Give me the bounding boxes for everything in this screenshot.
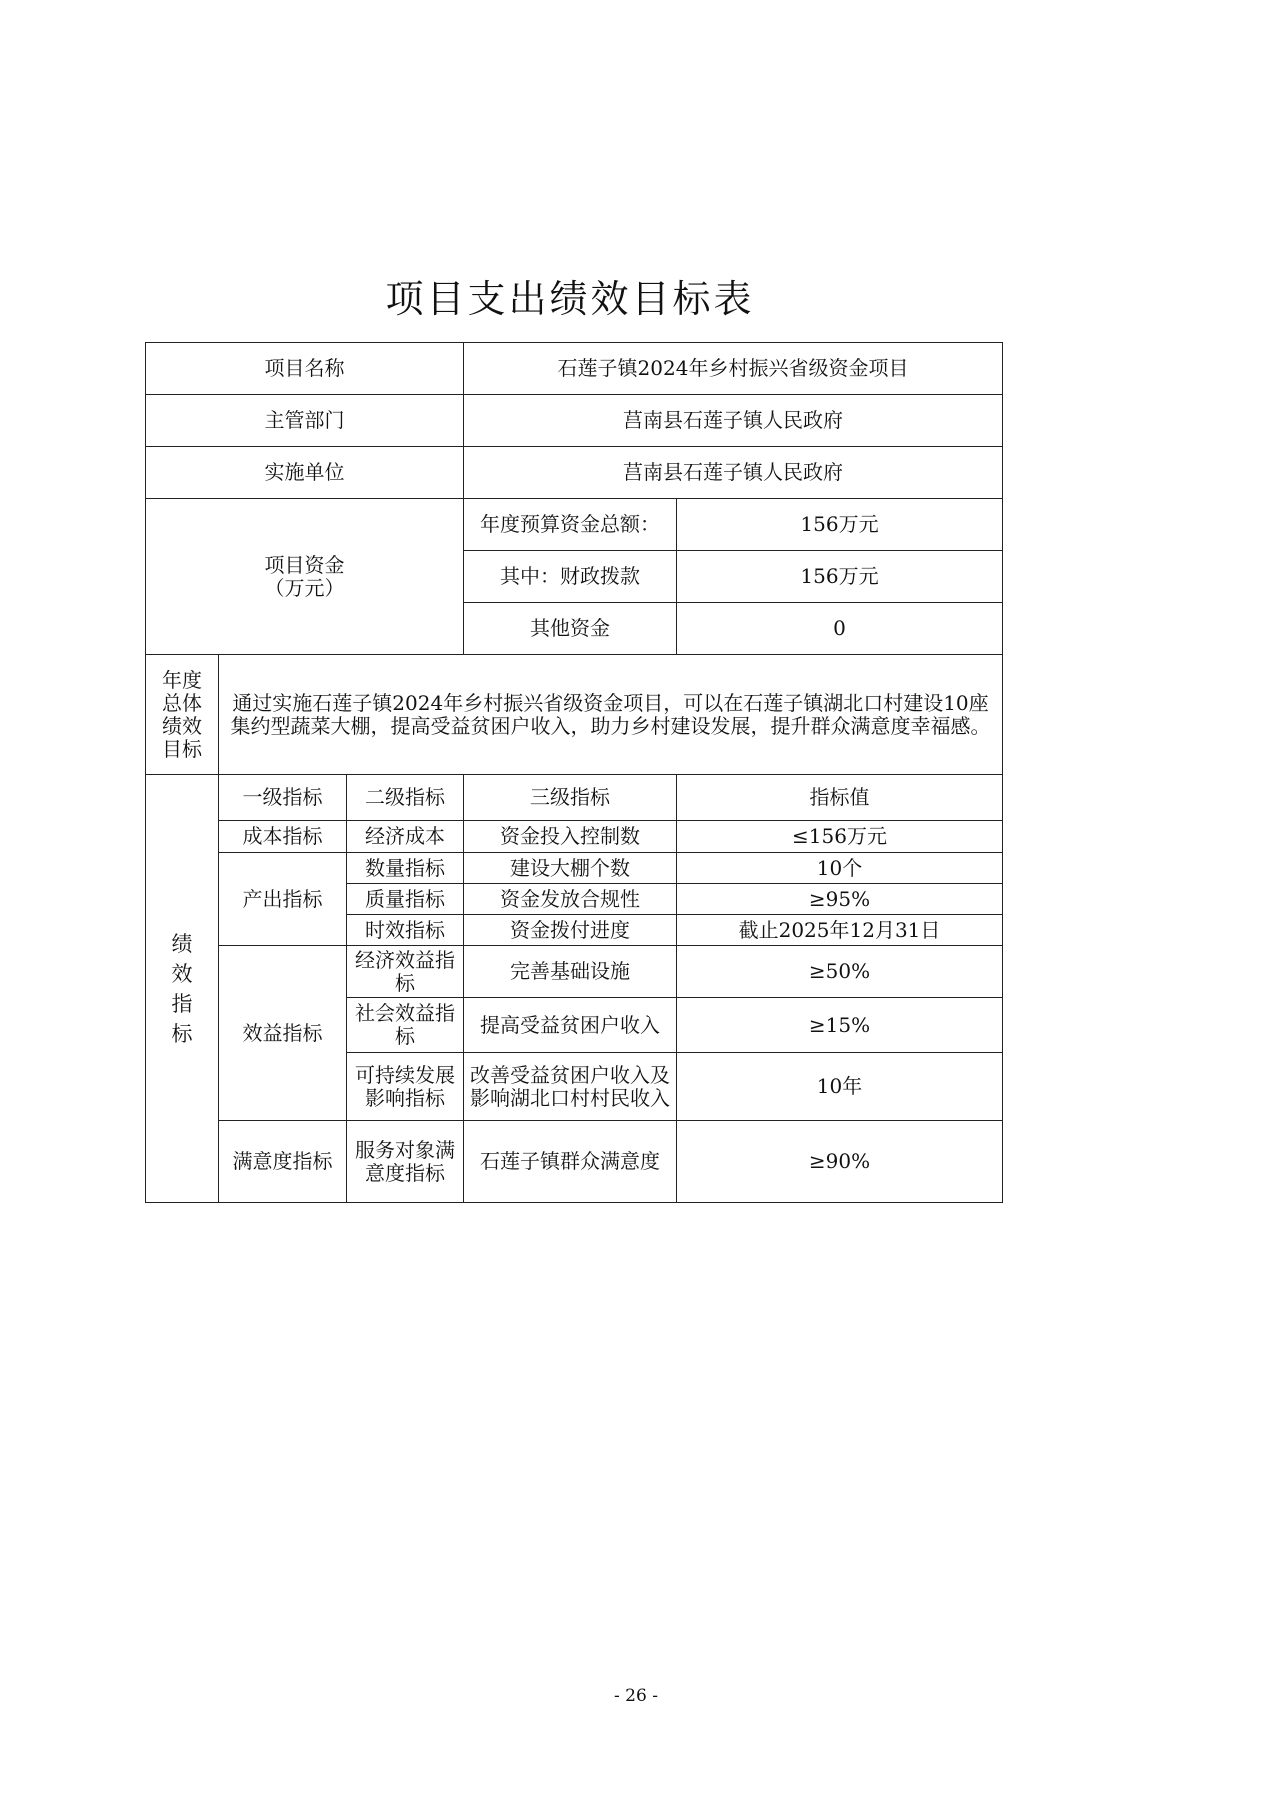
annual-goal-text: 通过实施石莲子镇2024年乡村振兴省级资金项目，可以在石莲子镇湖北口村建设10座集约型蔬菜大棚，提高受益贫困户收入，助力乡村建设发展，提升群众满意度幸福感。 (219, 655, 1003, 775)
project-name-label: 项目名称 (146, 343, 464, 395)
funds-item-label: 其他资金 (464, 603, 677, 655)
annual-goal-label-char: 总体 (162, 690, 202, 715)
value-cell: ≥15% (677, 998, 1003, 1053)
funds-item-value: 0 (677, 603, 1003, 655)
header-value: 指标值 (677, 775, 1003, 821)
indicators-label (146, 775, 219, 1203)
indicators-label-char: 标 (171, 1021, 193, 1046)
level3-cell: 资金发放合规性 (464, 884, 677, 915)
level2-cell: 时效指标 (347, 915, 464, 946)
implementing-unit-label: 实施单位 (146, 447, 464, 499)
value-cell: ≥95% (677, 884, 1003, 915)
funds-row-total (146, 499, 1003, 551)
level3-cell: 完善基础设施 (464, 946, 677, 998)
value-cell: 10年 (677, 1053, 1003, 1121)
funds-label-line2: （万元） (264, 575, 345, 600)
level2-cell: 可持续发展影响指标 (347, 1053, 464, 1121)
annual-goal-label-char: 目标 (162, 736, 202, 761)
level2-cell: 经济效益指标 (347, 946, 464, 998)
indicators-label-char: 效 (171, 961, 193, 986)
annual-goal-label (146, 655, 219, 775)
level3-cell: 改善受益贫困户收入及影响湖北口村村民收入 (464, 1053, 677, 1121)
value-cell: ≥50% (677, 946, 1003, 998)
department-label: 主管部门 (146, 395, 464, 447)
implementing-unit-row (146, 447, 1003, 499)
implementing-unit-value: 莒南县石莲子镇人民政府 (464, 447, 1003, 499)
level1-cell: 成本指标 (219, 821, 347, 853)
department-value: 莒南县石莲子镇人民政府 (464, 395, 1003, 447)
funds-item-label: 年度预算资金总额： (464, 499, 677, 551)
indicators-label-char: 绩 (171, 931, 193, 956)
table-row (146, 946, 1003, 998)
funds-item-value: 156万元 (677, 551, 1003, 603)
funds-label-line1: 项目资金 (264, 552, 345, 577)
header-level2: 二级指标 (347, 775, 464, 821)
level3-cell: 提高受益贫困户收入 (464, 998, 677, 1053)
level2-cell: 服务对象满意度指标 (347, 1121, 464, 1203)
level2-cell: 社会效益指标 (347, 998, 464, 1053)
level3-cell: 石莲子镇群众满意度 (464, 1121, 677, 1203)
annual-goal-label-char: 年度 (162, 667, 202, 692)
indicators-label-char: 指 (171, 991, 193, 1016)
funds-label (146, 499, 464, 655)
value-cell: ≤156万元 (677, 821, 1003, 853)
page-title: 项目支出绩效目标表 (385, 277, 755, 321)
level3-cell: 资金投入控制数 (464, 821, 677, 853)
value-cell: ≥90% (677, 1121, 1003, 1203)
annual-goal-label-char: 绩效 (162, 713, 202, 738)
table-row (146, 853, 1003, 884)
level1-cell: 满意度指标 (219, 1121, 347, 1203)
value-cell: 截止2025年12月31日 (677, 915, 1003, 946)
level3-cell: 资金拨付进度 (464, 915, 677, 946)
page-number: - 26 - (614, 1686, 658, 1706)
header-level1: 一级指标 (219, 775, 347, 821)
table-row (146, 821, 1003, 853)
level2-cell: 经济成本 (347, 821, 464, 853)
level2-cell: 数量指标 (347, 853, 464, 884)
level2-cell: 质量指标 (347, 884, 464, 915)
funds-item-value: 156万元 (677, 499, 1003, 551)
level1-cell: 效益指标 (219, 946, 347, 1121)
level3-cell: 建设大棚个数 (464, 853, 677, 884)
project-name-row (146, 343, 1003, 395)
annual-goal-row (146, 655, 1003, 775)
level1-cell: 产出指标 (219, 853, 347, 946)
indicator-header-row (146, 775, 1003, 821)
header-level3: 三级指标 (464, 775, 677, 821)
value-cell: 10个 (677, 853, 1003, 884)
performance-target-table (145, 342, 1003, 1203)
department-row (146, 395, 1003, 447)
funds-item-label: 其中：财政拨款 (464, 551, 677, 603)
project-name-value: 石莲子镇2024年乡村振兴省级资金项目 (464, 343, 1003, 395)
table-row (146, 1121, 1003, 1203)
